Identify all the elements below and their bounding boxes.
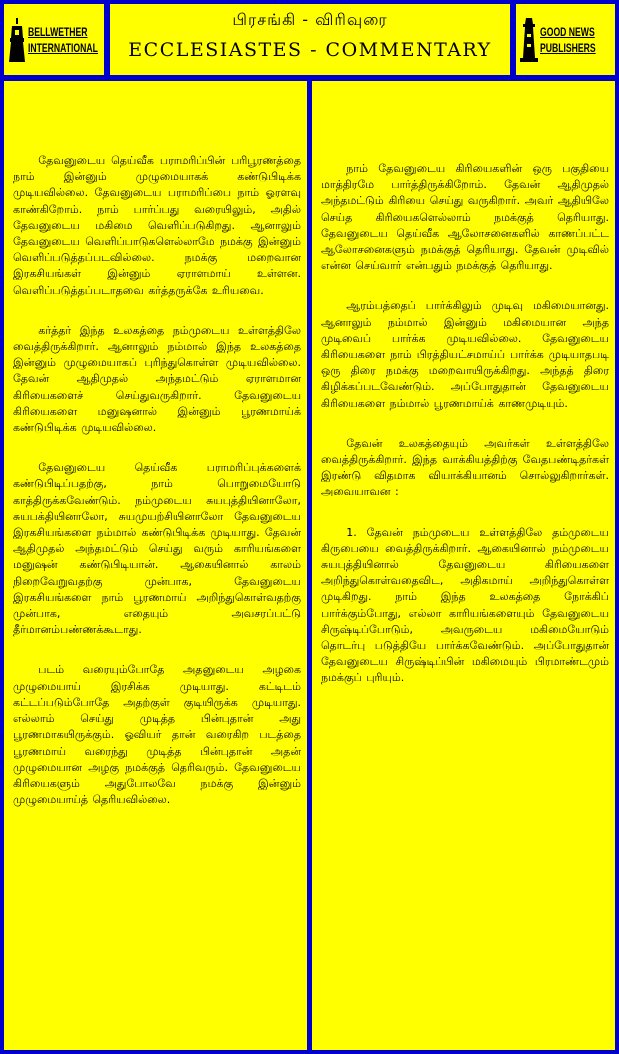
left-paragraph-1: தேவனுடைய தெய்வீக பராமரிப்பின் பரிபூரணத்தை நாம் இன்னும் முழுமையாகக் கண்டுபிடிக்க முடியவில்லை. தேவனுடைய பராமரிப்பை நாம் ஓரளவு காண்கிறோம். நாம் பார்ப்பது வரையிலும், அதில் தேவனுடைய மகிமை வெளிப்படுகிறது. ஆனாலும் தேவனுடைய வெளிப்பாடுகளெல்லாமே நமக்கு இன்னும் வெளிப்படுத்தப்படவில்லை. நமக்கு மறைவான இரகசியங்கள் இன்னும் ஏராளமாய் உள்ளன. வெளிப்படுத்தப்படாதவை கர்த்தருக்கே உரியவை.	[13, 154, 301, 297]
title-tamil: பிரசங்கி - விரிவுரை	[232, 10, 388, 29]
title-banner	[110, 4, 510, 75]
bell-tower-icon	[8, 18, 26, 62]
left-logo-line1: BELLWETHER	[28, 24, 88, 39]
right-column	[312, 81, 615, 1050]
bellwether-logo	[4, 4, 104, 75]
right-paragraph-3: தேவன் உலகத்தையும் அவர்கள் உள்ளத்திலே வைத்திருக்கிறார். இந்த வாக்கியத்திற்கு வேதபண்டிதர்கள் இரண்டு விதமாக வியாக்கியானம் சொல்லுகிறார்கள். அவையாவன :	[321, 436, 609, 499]
left-paragraph-3: தேவனுடைய தெய்வீக பராமரிப்புக்களைக் கண்டுபிடிப்பதற்கு, நாம் பொறுமையோடு காத்திருக்கவேண்டும். நம்முடைய சுயபுத்தியினாலோ, சுயபக்தியினாலோ, சுயமுயற்சியினாலோ தேவனுடைய இரகசியங்களை நம்மால் கண்டுபிடிக்க முடியாது. தேவன் ஆதிமுதல் அந்தமட்டும் செய்து வரும் காரியங்களை மனுஷன் கண்டுபிடியான். ஆகையினால் காலம் நிறைவேறுவதற்கு முன்பாக, தேவனுடைய இரகசியங்களை நாம் பூரணமாய் அறிந்துகொள்வதற்கு முன்பாக, எதையும் அவசரப்பட்டு தீர்மானம்பண்ணக்கூடாது.	[13, 461, 301, 637]
left-logo-line2: INTERNATIONAL	[28, 40, 98, 55]
right-paragraph-1: நாம் தேவனுடைய கிரியைகளின் ஒரு பகுதியை மாத்திரமே பார்த்திருக்கிறோம். தேவன் ஆதிமுதல் அந்தமட்டும் கிரியை செய்து வருகிறார். அவர் ஆதியிலே செய்த கிரியைகளெல்லாம் நமக்குத் தெரியாது. தேவனுடைய தெய்வீக ஆலோசனைகளில் காணப்பட்ட ஆலோசனைகளும் நமக்குத் தெரியாது. தேவன் முடிவில் என்ன செய்வார் என்பதும் நமக்குத் தெரியாது.	[321, 162, 609, 273]
right-paragraph-2: ஆரம்பத்தைப் பார்க்கிலும் முடிவு மகிமையானது. ஆனாலும் நம்மால் இன்னும் மகிமையான அந்த முடிவைப் பார்க்க முடியவில்லை. தேவனுடைய கிரியைகளை நாம் பிரத்தியட்சமாய்ப் பார்க்க முடியாதபடி ஒரு திரை நமக்கு மறைவாயிருக்கிறது. அந்தத் திரை கிழிக்கப்படவேண்டும். அப்போதுதான் தேவனுடைய கிரியைகளை நம்மால் பூரணமாய்க் காணமுடியும்.	[321, 299, 609, 410]
left-paragraph-2: கர்த்தர் இந்த உலகத்தை நம்முடைய உள்ளத்திலே வைத்திருக்கிறார். ஆனாலும் நம்மால் இந்த உலகத்தை இன்னும் முழுமையாகப் புரிந்துகொள்ள முடியவில்லை. தேவன் ஆதிமுதல் அந்தமட்டும் ஏராளமான கிரியைகளைச் செய்துவருகிறார். தேவனுடைய கிரியைகளை மனுஷனால் இன்னும் பூரணமாய்க் கண்டுபிடிக்க முடியவில்லை.	[13, 323, 301, 435]
right-paragraph-4: 1. தேவன் நம்முடைய உள்ளத்திலே தம்முடைய கிருபையை வைத்திருக்கிறார். ஆகையினால் நம்முடைய சுயபுத்தியினால் தேவனுடைய கிரியைகளை அறிந்துகொள்வதைவிட, அதிகமாய் அறிந்துகொள்ள முடிகிறது. நாம் இந்த உலகத்தை நோக்கிப் பார்க்கும்போது, எல்லா காரியங்களையும் தேவனுடைய சிருஷ்டிப்போடும், அவருடைய மகிமையோடும் தொடர்பு படுத்தியே பார்க்கவேண்டும். அப்போதுதான் தேவனுடைய சிருஷ்டிப்பின் மகிமையும் பிரமாண்டமும் நமக்குப் புரியும்.	[321, 525, 609, 685]
right-logo-line2: PUBLISHERS	[540, 40, 596, 55]
left-paragraph-4: படம் வரையும்போதே அதனுடைய அழகை முழுமையாய் இரசிக்க முடியாது. கட்டிடம் கட்டப்படும்போதே அதற்குள் குடியிருக்க முடியாது. எல்லாம் செய்து முடித்த பின்புதான் அது பூரணமாகயிருக்கும். ஓவியர் தான் வரைகிற படத்தை பூரணமாய் வரைந்து முடித்த பின்புதான் அதன் முழுமையான அழகு நமக்குத் தெரிவரும். தேவனுடைய கிரியைகளும் அதுபோலவே நமக்கு இன்னும் முழுமையாய்த் தெரியவில்லை.	[13, 663, 301, 807]
right-logo-line1: GOOD NEWS	[540, 24, 595, 39]
good-news-logo	[516, 4, 615, 75]
lighthouse-icon	[520, 18, 538, 62]
left-column	[4, 81, 307, 1050]
title-english: ECCLESIASTES - COMMENTARY	[128, 39, 492, 61]
